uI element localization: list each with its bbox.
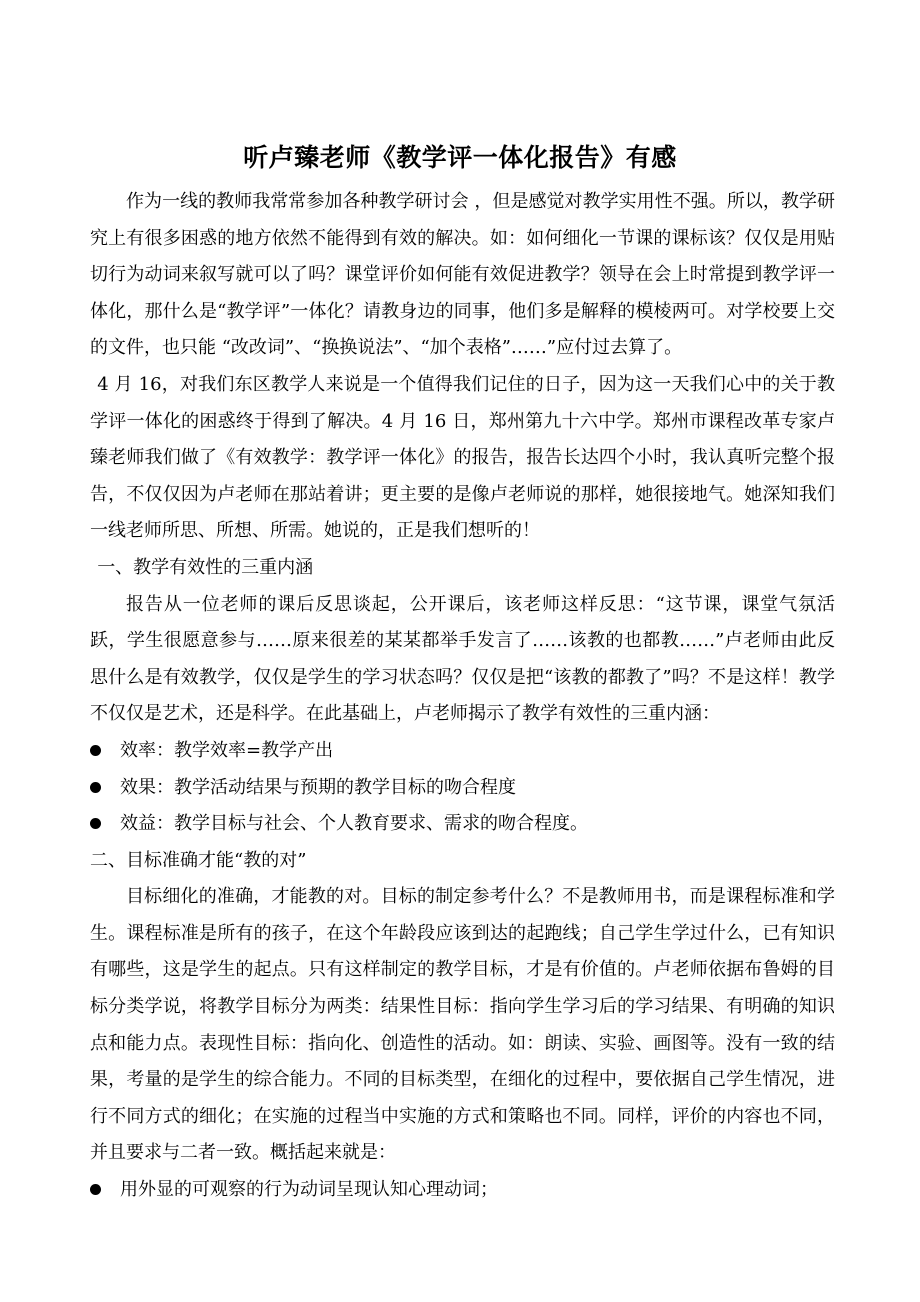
- section2-paragraph: 目标细化的准确，才能教的对。目标的制定参考什么？不是教师用书，而是课程标准和学生。课程标准是所有的孩子，在这个年龄段应该到达的起跑线；自己学生学过什么，已有知识有哪些，这是学生的起点。只有这样制定的教学目标，才是有价值的。卢老师依据布鲁姆的目标分类学说，将教学目标分为两类：结果性目标：指向学生学习后的学习结果、有明确的知识点和能力点。表现性目标：指向化、创造性的活动。如：朗读、实验、画图等。没有一致的结果，考量的是学生的综合能力。不同的目标类型，在细化的过程中，要依据自己学生情况，进行不同方式的细化；在实施的过程当中实施的方式和策略也不同。同样，评价的内容也不同，并且要求与二者一致。概括起来就是：: [90, 886, 835, 1164]
- bullet-item: [90, 1172, 835, 1209]
- bullet-item: [90, 733, 835, 770]
- section-heading-1: 一、教学有效性的三重内涵: [97, 556, 314, 578]
- section1-bullet-list: [90, 733, 835, 843]
- bullet-dot-icon: [90, 745, 101, 756]
- bullet-dot-icon: [90, 1184, 101, 1195]
- section-heading-2: 二、目标准确才能“教的对”: [90, 849, 307, 871]
- bullet-dot-icon: [90, 782, 101, 793]
- bullet-text: 用外显的可观察的行为动词呈现认知心理动词；: [120, 1179, 498, 1201]
- document-body: [90, 184, 835, 1209]
- bullet-text: 效率：教学效率=教学产出: [120, 739, 334, 761]
- intro-paragraph-2: 4 月 16，对我们东区教学人来说是一个值得我们记住的日子，因为这一天我们心中的关于教学评一体化的困惑终于得到了解决。4 月 16 日，郑州第九十六中学。郑州市课程改革专家卢臻老师我们做了《有效教学：教学评一体化》的报告，报告长达四个小时，我认真听完整个报告，不仅仅因为卢老师在那站着讲；更主要的是像卢老师说的那样，她很接地气。她深知我们一线老师所思、所想、所需。她说的，正是我们想听的！: [90, 373, 835, 542]
- section2-bullet-list: [90, 1172, 835, 1209]
- bullet-dot-icon: [90, 818, 101, 829]
- bullet-text: 效益：教学目标与社会、个人教育要求、需求的吻合程度。: [120, 813, 588, 835]
- document-title: 听卢臻老师《教学评一体化报告》有感: [243, 143, 677, 172]
- bullet-text: 效果：教学活动结果与预期的教学目标的吻合程度: [120, 776, 516, 798]
- bullet-item: [90, 770, 835, 807]
- section1-paragraph: 报告从一位老师的课后反思谈起，公开课后，该老师这样反思：“这节课，课堂气氛活跃，学生很愿意参与……原来很差的某某都举手发言了……该教的也都教……”卢老师由此反思什么是有效教学，仅仅是学生的学习状态吗？仅仅是把“该教的都教了”吗？不是这样！教学不仅仅是艺术，还是科学。在此基础上，卢老师揭示了教学有效性的三重内涵：: [90, 593, 835, 725]
- intro-paragraph-1: 作为一线的教师我常常参加各种教学研讨会 ，但是感觉对教学实用性不强。所以，教学研究上有很多困惑的地方依然不能得到有效的解决。如：如何细化一节课的课标该？仅仅是用贴切行为动词来叙写就可以了吗？课堂评价如何能有效促进教学？领导在会上时常提到教学评一体化，那什么是“教学评”一体化？请教身边的同事，他们多是解释的模棱两可。对学校要上交的文件，也只能 “改改词”、“换换说法”、“加个表格”……”应付过去算了。: [90, 191, 835, 359]
- bullet-item: [90, 806, 835, 843]
